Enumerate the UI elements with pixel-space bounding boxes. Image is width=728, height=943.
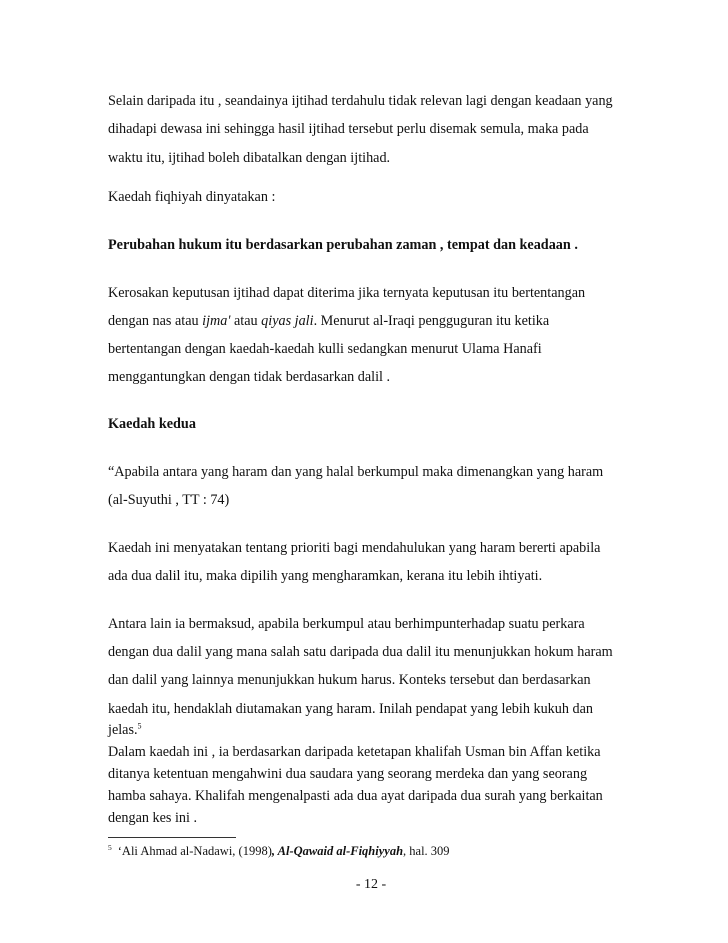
- footnote-page: , hal. 309: [403, 844, 450, 858]
- para6-line3: dan dalil yang lainnya menunjukkan hukum harus. Konteks tersebut dan berdasarkan: [108, 672, 591, 688]
- para5-line1: Kaedah ini menyatakan tentang prioriti bagi mendahulukan yang haram bererti apabila: [108, 540, 601, 556]
- para7-line3: hamba sahaya. Khalifah mengenalpasti ada dua ayat daripada dua surah yang berkaitan: [108, 788, 603, 804]
- para4-line2: [108, 312, 549, 330]
- para6-line4: kaedah itu, hendaklah diutamakan yang haram. Inilah pendapat yang lebih kukuh dan: [108, 701, 593, 717]
- para2-line1: Kaedah fiqhiyah dinyatakan :: [108, 189, 276, 205]
- footnote-number: 5: [108, 842, 112, 852]
- term-qiyas-jali: qiyas jali: [261, 313, 314, 329]
- footnote-ref: 5: [137, 721, 142, 731]
- bold-statement: Perubahan hukum itu berdasarkan perubahan zaman , tempat dan keadaan .: [108, 237, 578, 253]
- para7-line1: Dalam kaedah ini , ia berdasarkan daripada ketetapan khalifah Usman bin Affan ketika: [108, 744, 601, 760]
- para5-line2: ada dua dalil itu, maka dipilih yang mengharamkan, kerana itu lebih ihtiyati.: [108, 568, 543, 584]
- para7-line4: dengan kes ini .: [108, 810, 198, 826]
- footnote-divider: [108, 837, 236, 838]
- term-ijma: ijma': [202, 313, 231, 329]
- footnote-author: ‘Ali Ahmad al-Nadawi, (1998): [117, 844, 272, 858]
- para6-line5: [108, 721, 142, 739]
- para4-line3: bertentangan dengan kaedah-kaedah kulli sedangkan menurut Ulama Hanafi: [108, 341, 542, 357]
- para1-line3: waktu itu, ijtihad boleh dibatalkan dengan ijtihad.: [108, 150, 391, 166]
- quote-line2: (al-Suyuthi , TT : 74): [108, 492, 230, 508]
- para4-line1: Kerosakan keputusan ijtihad dapat diterima jika ternyata keputusan itu bertentangan: [108, 285, 586, 301]
- para7-line2: ditanya ketentuan mengahwini dua saudara yang seorang merdeka dan yang seorang: [108, 766, 588, 782]
- page-number: [0, 877, 728, 893]
- para4-line2-c: atau: [230, 313, 262, 329]
- para6-line1: Antara lain ia bermaksud, apabila berkumpul atau berhimpunterhadap suatu perkara: [108, 616, 585, 632]
- section-heading: Kaedah kedua: [108, 416, 196, 432]
- para1-line1: Selain daripada itu , seandainya ijtihad terdahulu tidak relevan lagi dengan keadaan yang: [108, 93, 613, 109]
- para4-line2-a: dengan nas atau: [108, 313, 203, 329]
- page-number-text: - 12 -: [355, 877, 387, 892]
- para4-line4: menggantungkan dengan tidak berdasarkan dalil .: [108, 369, 391, 385]
- footnote: [108, 843, 450, 859]
- para6-line5-text: jelas.: [108, 722, 138, 738]
- para4-line2-e: . Menurut al-Iraqi pengguguran itu ketika: [313, 313, 550, 329]
- footnote-title: , Al-Qawaid al-Fiqhiyyah: [271, 844, 404, 858]
- quote-line1: “Apabila antara yang haram dan yang halal berkumpul maka dimenangkan yang haram: [108, 464, 604, 480]
- para6-line2: dengan dua dalil yang mana salah satu daripada dua dalil itu menunjukkan hokum haram: [108, 644, 613, 660]
- para1-line2: dihadapi dewasa ini sehingga hasil ijtihad tersebut perlu disemak semula, maka pada: [108, 121, 589, 137]
